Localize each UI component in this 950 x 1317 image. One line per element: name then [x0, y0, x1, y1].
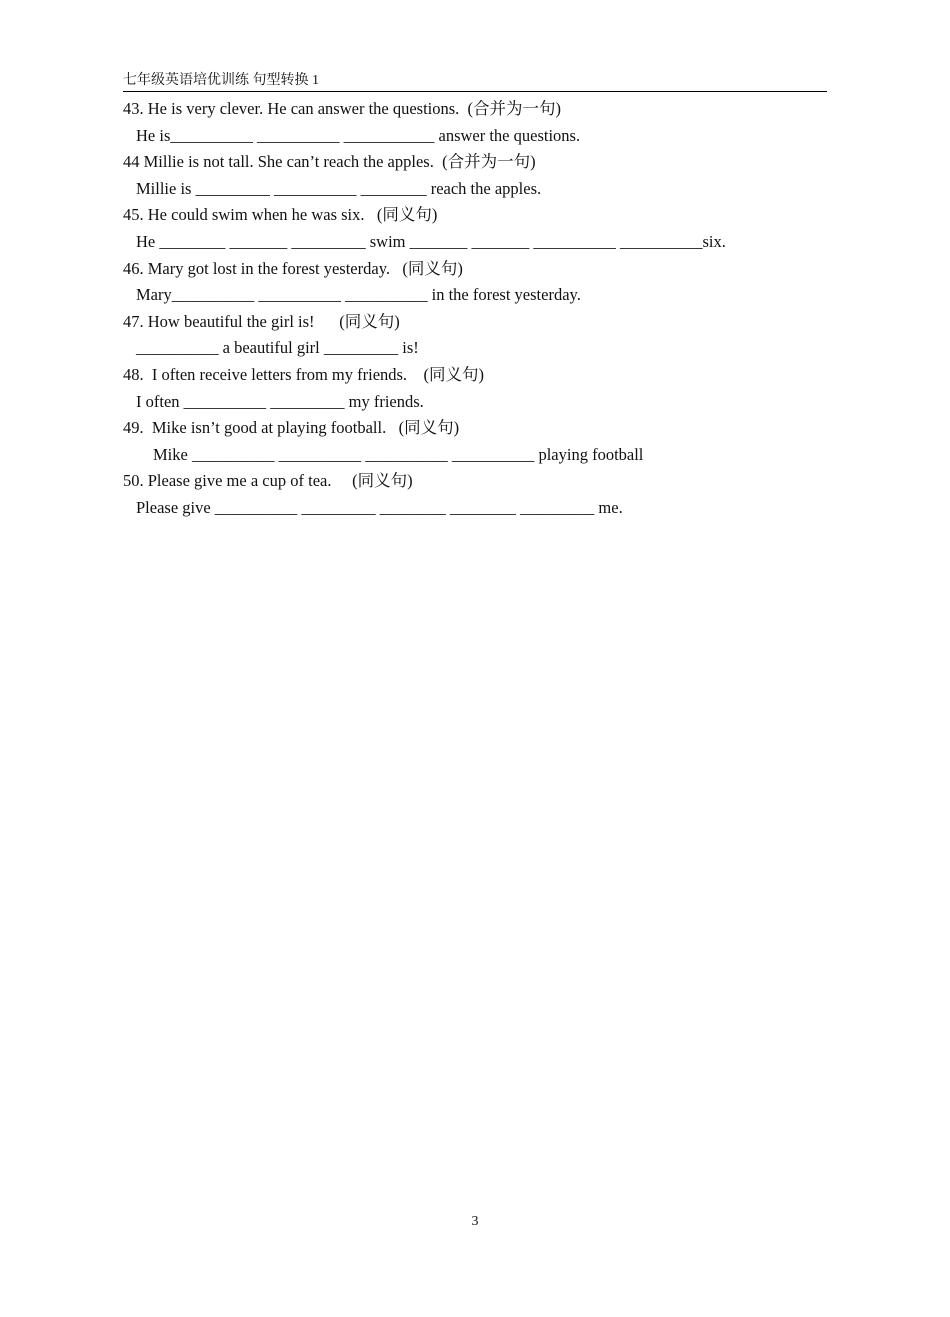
answer-43: He is__________ __________ ___________ answer the questions.	[136, 125, 581, 145]
question-50: 50. Please give me a cup of tea. (同义句)	[123, 471, 413, 491]
question-49: 49. Mike isn’t good at playing football. (同义句)	[123, 418, 460, 438]
answer-48: I often __________ _________ my friends.	[136, 391, 424, 411]
answer-49: Mike __________ __________ __________ __________ playing football	[153, 444, 644, 464]
answer-45: He ________ _______ _________ swim _______ _______ __________ __________six.	[136, 231, 726, 251]
answer-46: Mary__________ __________ __________ in the forest yesterday.	[136, 285, 581, 305]
question-46: 46. Mary got lost in the forest yesterday. (同义句)	[123, 258, 463, 278]
header-title: 七年级英语培优训练 句型转换 1	[123, 73, 319, 88]
page-number: 3	[471, 1214, 479, 1229]
question-45: 45. He could swim when he was six. (同义句)	[123, 205, 438, 225]
question-44: 44 Millie is not tall. She can’t reach the apples. (合并为一句)	[123, 152, 536, 172]
question-47: 47. How beautiful the girl is! (同义句)	[123, 311, 400, 331]
page-header	[123, 71, 827, 92]
exercise-list	[123, 96, 827, 522]
question-43: 43. He is very clever. He can answer the questions. (合并为一句)	[123, 99, 562, 118]
answer-47: __________ a beautiful girl _________ is!	[136, 338, 419, 358]
answer-50: Please give __________ _________ ________ ________ _________ me.	[136, 497, 623, 517]
answer-44: Millie is _________ __________ ________ reach the apples.	[136, 178, 542, 198]
question-48: 48. I often receive letters from my friends. (同义句)	[123, 364, 485, 384]
